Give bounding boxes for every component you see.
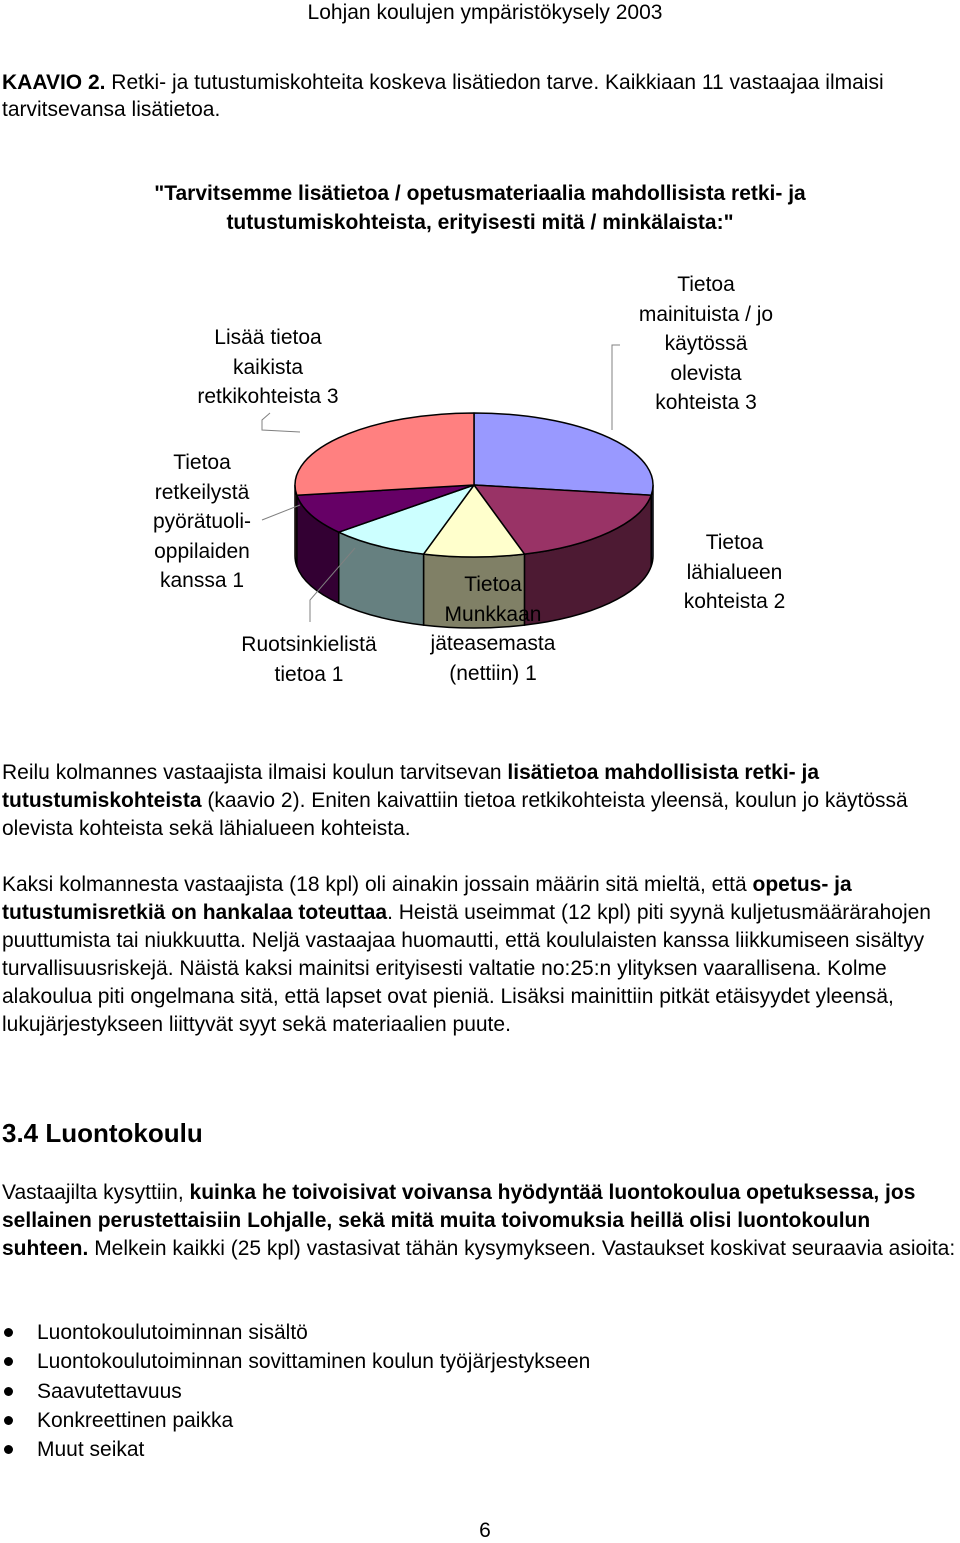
pie-label-pyoratuoli xyxy=(122,448,282,596)
pie-label-line: Tietoa xyxy=(464,573,522,596)
pie-label-lahialueen xyxy=(652,528,817,617)
pie-label-line: kohteista 3 xyxy=(655,391,757,414)
pie-label-line: (nettiin) 1 xyxy=(449,661,537,685)
paragraph-1-bold: lisätietoa mahdollisista retki- ja tutustumiskohteista xyxy=(2,761,820,812)
pie-label-line: kohteista 2 xyxy=(683,590,786,613)
pie-slice-lisaa-tietoa-kaikista-retkikohteista xyxy=(295,413,474,495)
paragraph-1 xyxy=(2,759,960,843)
figure-caption-label: KAAVIO 2. xyxy=(2,71,106,94)
paragraph-3-c: Melkein kaikki (25 kpl) vastasivat tähän kysymykseen. Vastaukset koskivat seuraavia asioita: xyxy=(88,1237,956,1260)
list-item xyxy=(0,1377,590,1406)
pie-label-munkkaan xyxy=(408,570,578,688)
list-item-text: Konkreettinen paikka xyxy=(37,1408,234,1432)
section-heading: 3.4 Luontokoulu xyxy=(2,1118,203,1148)
pie-label-line: jäteasemasta xyxy=(430,632,556,655)
list-item xyxy=(0,1347,590,1376)
pie-label-line: Lisää tietoa xyxy=(214,326,322,349)
pie-label-line: pyörätuoli- xyxy=(152,510,252,533)
pie-slices xyxy=(295,413,653,557)
list-item-text: Luontokoulutoiminnan sisältö xyxy=(37,1321,308,1344)
list-item-text: Muut seikat xyxy=(37,1438,145,1462)
pie-label-line: retkikohteista 3 xyxy=(197,385,339,408)
figure-caption-text: Retki- ja tutustumiskohteita koskeva lisätiedon tarve. Kaikkiaan 11 vastaajaa ilmaisi tarvitsevansa lisätietoa. xyxy=(2,71,884,121)
paragraph-2-c: . Heistä useimmat (12 kpl) piti syynä kuljetusmäärärahojen puuttumista tai niukkuutta. Neljä vastaajaa huomautti, että koululaisten kanssa liikkumiseen sisältyy turvallisuusriskejä. Näistä kaksi mainitsi erityisesti valtatie no:25:n ylityksen vaarallisena. Kolme alakoulua piti ongelmana sitä, että lapset ovat pieniä. Lisäksi mainittiin pitkät etäisyydet yleensä, lukujärjestykseen liittyvät syyt sekä materiaalien puute. xyxy=(2,901,931,1036)
paragraph-3-a: Vastaajilta kysyttiin, xyxy=(2,1181,190,1204)
pie-label-line: tietoa 1 xyxy=(274,662,344,686)
pie-label-line: Ruotsinkielistä xyxy=(241,633,377,656)
pie-label-line: Tietoa xyxy=(705,531,764,554)
pie-label-line: oppilaiden xyxy=(154,539,250,563)
paragraph-1-c: (kaavio 2). Eniten kaivattiin tietoa retkikohteista yleensä, koulun jo käytössä olevista kohteista sekä lähialueen kohteista. xyxy=(2,789,908,840)
pie-label-line: olevista xyxy=(670,361,742,385)
pie-label-line: Munkkaan xyxy=(444,602,542,626)
list-item xyxy=(0,1435,590,1464)
pie-side-lisaa-tietoa-kaikista-retkikohteista xyxy=(295,485,297,566)
bullet-icon xyxy=(4,1416,13,1425)
list-item-text: Luontokoulutoiminnan sovittaminen koulun työjärjestykseen xyxy=(37,1350,591,1374)
paragraph-2 xyxy=(2,871,960,1039)
page-number: 6 xyxy=(479,1519,491,1542)
pie-label-line: Tietoa xyxy=(173,451,231,474)
bullet-icon xyxy=(4,1445,13,1454)
bullet-icon xyxy=(4,1357,13,1366)
paragraph-3 xyxy=(2,1179,960,1263)
pie-label-kaikista xyxy=(168,323,368,412)
paragraph-2-a: Kaksi kolmannesta vastaajista (18 kpl) oli ainakin jossain määrin sitä mieltä, että xyxy=(2,873,753,896)
pie-label-line: lähialueen xyxy=(686,560,783,584)
pie-label-line: retkeilystä xyxy=(154,480,250,504)
pie-slice-tietoa-mainituista-jo-kaytossa-olevista- xyxy=(474,413,653,495)
paragraph-2-bold: opetus- ja tutustumisretkiä on hankalaa toteuttaa xyxy=(2,873,852,924)
bullet-list xyxy=(0,1318,590,1464)
bullet-icon xyxy=(4,1328,13,1337)
paragraph-1-a: Reilu kolmannes vastaajista ilmaisi koulun tarvitsevan xyxy=(2,761,508,784)
list-item-text: Saavutettavuus xyxy=(37,1379,182,1403)
pie-label-line: mainituista / jo xyxy=(638,302,774,326)
pie-label-mainituista xyxy=(606,270,806,418)
running-header: Lohjan koulujen ympäristökysely 2003 xyxy=(307,1,663,24)
list-item xyxy=(0,1318,590,1347)
bullet-icon xyxy=(4,1387,13,1396)
leader-line xyxy=(262,413,300,432)
paragraph-3-bold: kuinka he toivoisivat voivansa hyödyntää luontokoulua opetuksessa, jos sellainen perustettaisiin Lohjalle, sekä mitä muita toivomuksia heillä olisi luontokoulun suhteen. xyxy=(2,1181,916,1260)
chart-title: "Tarvitsemme lisätietoa / opetusmateriaalia mahdollisista retki- ja tutustumiskohteista, erityisesti mitä / minkälaista:" xyxy=(154,182,806,234)
pie-label-line: kanssa 1 xyxy=(159,569,245,592)
pie-label-line: Tietoa xyxy=(677,273,735,296)
list-item xyxy=(0,1406,590,1435)
pie-label-line: kaikista xyxy=(232,355,304,379)
pie-label-ruotsinkielista xyxy=(214,630,404,689)
pie-label-line: käytössä xyxy=(664,332,748,355)
